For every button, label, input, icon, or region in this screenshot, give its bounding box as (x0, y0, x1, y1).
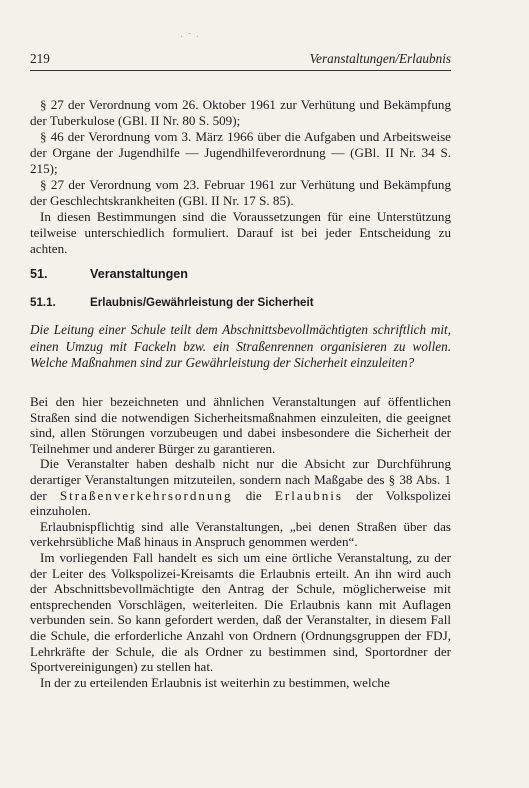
page-header (30, 51, 451, 67)
paragraph: In diesen Bestimmungen sind die Voraussetzungen für eine Unterstützung teilweise unterschiedlich formuliert. Darauf ist bei jeder Entscheidung zu achten. (30, 209, 451, 256)
subsection-number: 51.1. (30, 296, 56, 309)
paragraph: § 27 der Verordnung vom 26. Oktober 1961 zur Verhütung und Bekämpfung der Tuberkulose (GBl. II Nr. 80 S. 509); (30, 97, 451, 128)
scan-smudge: · ˜ · (180, 32, 200, 43)
paragraph: § 46 der Verordnung vom 3. März 1966 über die Aufgaben und Arbeitsweise der Organe der Jugendhilfe — Jugendhilfeverordnung — (GBl. II Nr. 34 S. 215); (30, 129, 451, 176)
paragraph: Erlaubnispflichtig sind alle Veranstaltungen, „bei denen Straßen über das verkehrsübliche Maß hinaus in Anspruch genommen werden“. (30, 518, 451, 550)
running-title: Veranstaltungen/Erlaubnis (309, 51, 451, 66)
task-block (30, 322, 451, 372)
section-number: 51. (30, 267, 48, 281)
spaced-term: Erlaubnis (274, 487, 344, 503)
text-run: der Volkspolizei einzuholen. (30, 487, 451, 519)
task-question: Die Leitung einer Schule teilt dem Abschnittsbevollmächtigten schriftlich mit, einen Umzug mit Fackeln bzw. ein Straßenrennen organisieren zu wollen. Welche Maßnahmen sind zur Gewährleistung der Sicherheit einzuleiten? (30, 322, 451, 370)
paragraph: Im vorliegenden Fall handelt es sich um eine örtliche Veranstaltung, zu der der Leiter des Volkspolizei-Kreisamts die Erlaubnis erteilt. An ihn wird auch der Abschnittsbevollmächtigte den Antrag der Schule, möglicherweise mit entsprechenden Vorschlägen, weiterleiten. Die Erlaubnis kann mit Auflagen verbunden sein. So kann gefordert werden, daß der Veranstalter, in diesem Fall die Schule, die erforderliche Anzahl von Ordnern (Ordnungsgruppen der FDJ, Lehrkräfte der Schule, die als Ordner zu bestimmen sind, Sportordner der Sportvereinigungen) zu stellen hat. (30, 549, 451, 675)
subsection-title: Erlaubnis/Gewährleistung der Sicherheit (90, 296, 314, 309)
section-title: Veranstaltungen (90, 267, 188, 281)
answer-block (30, 394, 451, 690)
text-run: die (232, 487, 275, 503)
paragraph (30, 456, 451, 518)
page-number: 219 (30, 51, 50, 66)
header-rule (30, 70, 451, 71)
section-heading (30, 266, 451, 282)
spaced-term: Straßenverkehrsordnung (59, 487, 233, 503)
subsection-heading (30, 296, 451, 310)
intro-block (30, 97, 451, 257)
paragraph: In der zu erteilenden Erlaubnis ist weiterhin zu bestimmen, welche (40, 674, 390, 690)
paragraph: § 27 der Verordnung vom 23. Februar 1961 zur Verhütung und Bekämpfung der Geschlechtskrankheiten (GBl. II Nr. 17 S. 85). (30, 177, 451, 208)
paragraph: Bei den hier bezeichneten und ähnlichen Veranstaltungen auf öffentlichen Straßen sind die notwendigen Sicherheitsmaßnahmen einzuleiten, die geeignet sind, allen Störungen vorzubeugen und dabei insbesondere die Sicherheit der Teilnehmer und anderer Bürger zu garantieren. (30, 394, 451, 456)
text-run: Die Veranstalter haben deshalb nicht nur die Absicht zur Durchführung derartiger Veranstaltungen mitzuteilen, sondern nach Maßgabe des § 38 Abs. 1 der (30, 456, 451, 503)
